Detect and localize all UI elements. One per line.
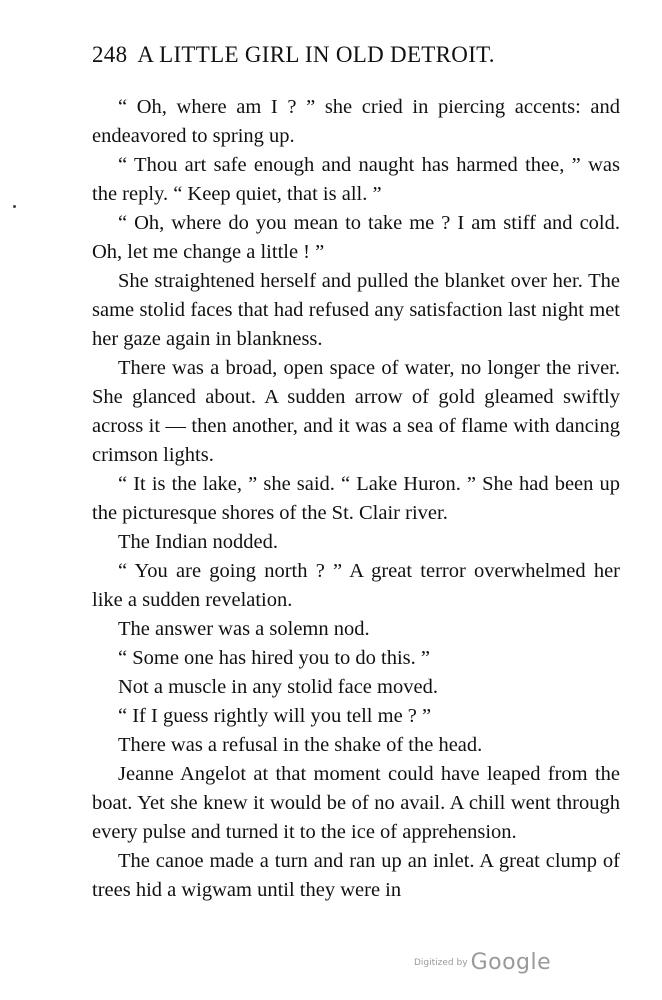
- paragraph: “ Thou art safe enough and naught has harmed thee, ” was the reply. “ Keep quiet, that is all. ”: [92, 154, 620, 205]
- paragraph: Not a muscle in any stolid face moved.: [118, 676, 438, 698]
- margin-speck: [13, 205, 16, 208]
- paragraph: There was a broad, open space of water, no longer the river. She glanced about. A sudden arrow of gold gleamed swiftly across it — then another, and it was a sea of flame with dancing crimson lights.: [92, 357, 620, 466]
- paragraph: The answer was a solemn nod.: [118, 618, 370, 640]
- running-header: [92, 42, 622, 68]
- paragraph: “ Some one has hired you to do this. ”: [118, 647, 431, 669]
- body-text: [92, 93, 620, 905]
- paragraph: She straightened herself and pulled the blanket over her. The same stolid faces that had refused any satisfaction last night met her gaze again in blankness.: [92, 270, 620, 350]
- paragraph: Jeanne Angelot at that moment could have leaped from the boat. Yet she knew it would be of no avail. A chill went through every pulse and turned it to the ice of apprehension.: [92, 763, 620, 843]
- paragraph: “ Oh, where do you mean to take me ? I am stiff and cold. Oh, let me change a little ! ”: [92, 212, 620, 263]
- digitized-watermark: [414, 950, 551, 975]
- paragraph: “ It is the lake, ” she said. “ Lake Huron. ” She had been up the picturesque shores of the St. Clair river.: [92, 473, 620, 524]
- paragraph: “ Oh, where am I ? ” she cried in piercing accents: and endeavored to spring up.: [92, 96, 620, 147]
- paragraph: “ If I guess rightly will you tell me ? ”: [118, 705, 432, 727]
- paragraph: There was a refusal in the shake of the head.: [118, 734, 483, 756]
- watermark-brand: Google: [470, 950, 552, 975]
- paragraph: The Indian nodded.: [118, 531, 278, 553]
- paragraph: “ You are going north ? ” A great terror overwhelmed her like a sudden revelation.: [92, 560, 620, 611]
- watermark-prefix: Digitized by: [414, 958, 468, 968]
- page-number: 248: [92, 42, 128, 67]
- running-title: A LITTLE GIRL IN OLD DETROIT.: [137, 42, 495, 67]
- paragraph: The canoe made a turn and ran up an inlet. A great clump of trees hid a wigwam until they were in: [92, 850, 620, 901]
